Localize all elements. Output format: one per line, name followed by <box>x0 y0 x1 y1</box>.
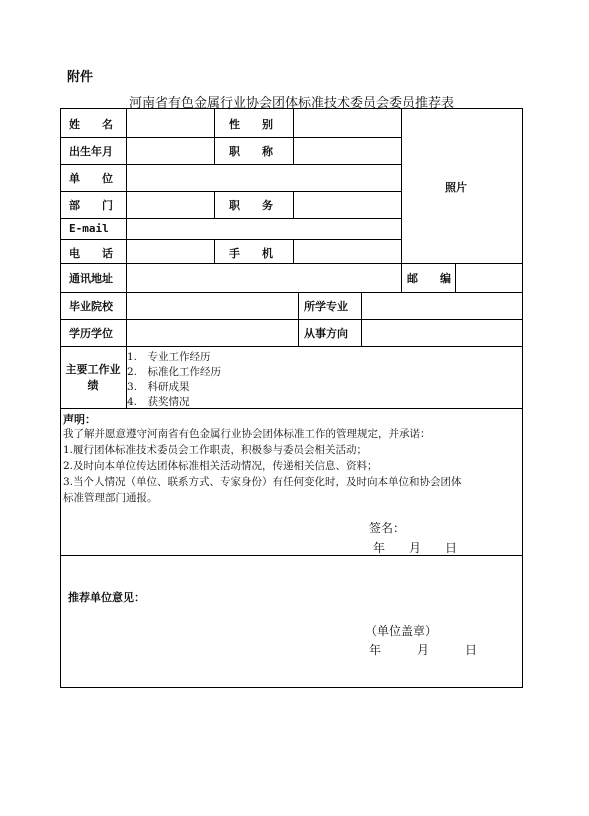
attachment-label: 附件 <box>67 70 94 85</box>
recommendation-label: 推荐单位意见： <box>68 591 145 604</box>
address-label: 通讯地址 <box>69 272 113 285</box>
title-label: 职 称 <box>229 145 273 158</box>
photo-label: 照片 <box>445 181 467 194</box>
email-label: E-mail <box>69 222 109 235</box>
name-label: 姓 名 <box>69 118 113 131</box>
declaration-line: 3.当个人情况（单位、联系方式、专家身份）有任何变化时，及时向本单位和协会团体 <box>63 476 462 488</box>
major-label: 所学专业 <box>304 300 348 313</box>
birth-label: 出生年月 <box>69 145 113 158</box>
mobile-label: 手 机 <box>229 247 273 260</box>
postcode-label: 邮 编 <box>407 272 451 285</box>
declaration-line: 标准管理部门通报。 <box>63 492 158 504</box>
declaration-date: 年 月 日 <box>373 541 458 555</box>
declaration-line: 我了解并愿意遵守河南省有色金属行业协会团体标准工作的管理规定，并承诺： <box>63 428 431 440</box>
achievement-item: 1. 专业工作经历 <box>127 351 211 363</box>
direction-label: 从事方向 <box>304 327 348 340</box>
declaration-line: 1.履行团体标准技术委员会工作职责，积极参与委员会相关活动； <box>63 444 368 456</box>
unit-label: 单 位 <box>69 172 113 185</box>
recommendation-date: 年 月 日 <box>369 643 478 657</box>
school-label: 毕业院校 <box>69 300 113 313</box>
signature-label: 签名： <box>369 521 406 535</box>
degree-label: 学历学位 <box>69 327 113 340</box>
declaration-line: 2.及时向本单位传达团体标准相关活动情况，传递相关信息、资料； <box>63 460 378 472</box>
form-title: 河南省有色金属行业协会团体标准技术委员会委员推荐表 <box>128 96 454 111</box>
declaration-heading: 声明： <box>63 413 96 426</box>
position-label: 职 务 <box>229 199 273 212</box>
gender-label: 性 别 <box>229 118 273 131</box>
achievement-item: 3. 科研成果 <box>127 381 190 393</box>
phone-label: 电 话 <box>69 247 113 260</box>
achievement-item: 2. 标准化工作经历 <box>127 366 222 378</box>
achievement-item: 4. 获奖情况 <box>127 396 190 408</box>
department-label: 部 门 <box>69 199 113 212</box>
achievements-label: 主要工作业绩 <box>65 363 121 392</box>
recommendation-form <box>60 108 523 688</box>
seal-label: （单位盖章） <box>365 624 438 638</box>
